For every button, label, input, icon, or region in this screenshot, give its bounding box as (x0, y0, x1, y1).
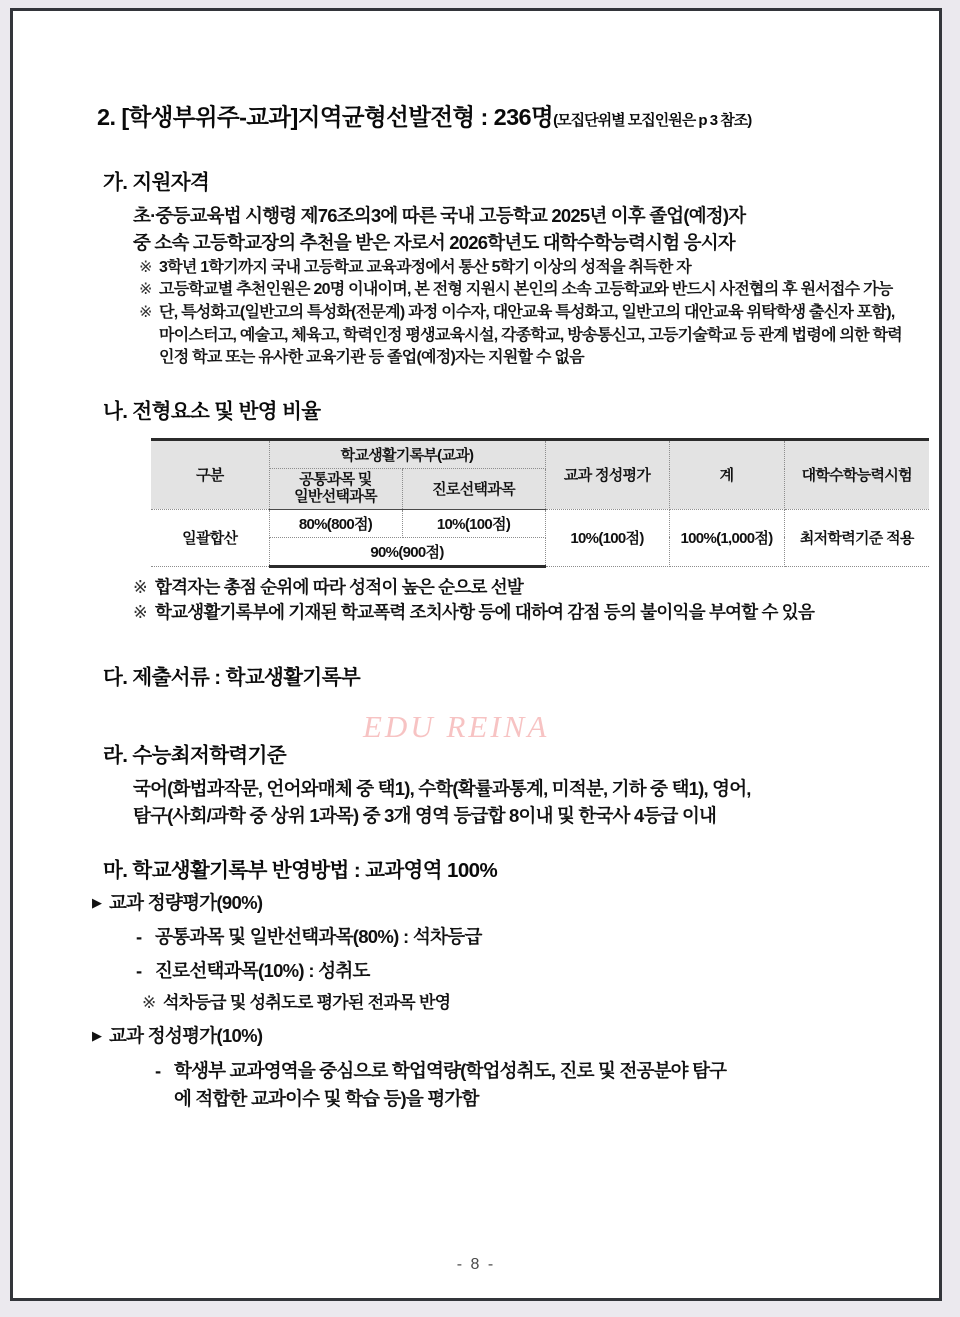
evaluation-table (151, 438, 929, 568)
bullet-text: 석차등급 및 성취도로 평가된 전과목 반영 (163, 993, 451, 1013)
section-e-bullet-2 (47, 924, 905, 951)
table-row (151, 509, 929, 537)
th-common-subject (269, 469, 402, 510)
document-page (10, 8, 942, 1301)
note-mark-icon: ※ (133, 602, 147, 623)
th-gubun: 구분 (151, 440, 269, 510)
section-a-body-line2: 중 소속 고등학교장의 추천을 받은 자로서 2026학년도 대학수학능력시험 응시자 (133, 232, 735, 254)
td-total: 100%(1,000점) (669, 509, 784, 566)
note-text: 고등학교별 추천인원은 20명 이내이며, 본 전형 지원시 본인의 소속 고등학교와 반드시 사전협의 후 원서접수 가능 (159, 281, 893, 299)
td-gubun: 일괄합산 (151, 509, 269, 566)
note-mark-icon: ※ (139, 281, 152, 299)
section-heading-b: 나. 전형요소 및 반영 비율 (103, 400, 321, 424)
triangle-bullet-icon: ▶ (92, 1027, 102, 1043)
page-content (13, 11, 939, 1298)
td-csat: 최저학력기준 적용 (784, 509, 929, 566)
page-number: - 8 - (456, 1256, 496, 1273)
bullet-text: 에 적합한 교과이수 및 학습 등)을 평가함 (174, 1087, 479, 1109)
evaluation-table-wrapper (47, 438, 914, 568)
th-common-subject-line2: 일반선택과목 (294, 487, 377, 505)
section-a-note-2 (47, 279, 905, 302)
section-d-body-line1: 국어(화법과작문, 언어와매체 중 택1), 수학(확률과통계, 미적분, 기하 중 택1), 영어, (133, 777, 751, 799)
section-e-bullet-6 (47, 1057, 905, 1085)
th-career-subject: 진로선택과목 (402, 469, 545, 510)
section-a-note-1 (47, 257, 905, 280)
section-e-bullet-1 (47, 890, 905, 917)
note-mark-icon: ※ (133, 576, 147, 597)
section-heading-a: 가. 지원자격 (103, 171, 210, 195)
section-e-bullet-6-cont (47, 1085, 905, 1113)
section-b-note-1 (47, 575, 905, 600)
th-school-record-group: 학교생활기록부(교과) (269, 440, 545, 469)
title-number: 2. (97, 104, 116, 130)
dash-bullet-icon: - (136, 959, 142, 981)
section-heading-e: 마. 학교생활기록부 반영방법 : 교과영역 100% (103, 858, 498, 882)
section-e-bullet-3 (47, 958, 905, 985)
note-text: 단, 특성화고(일반고의 특성화(전문계) 과정 이수자, 대안교육 특성화고, 일반고의 대안교육 위탁학생 출신자 포함), 마이스터고, 예술고, 체육고, 학력인정 평생교육시설, 각종학교, 방송통신고, 고등기술학교 등 관계 법령에 의한 학력인정 학교 또는 유사한 교육기관 등 졸업(예정)자는 지원할 수 없음 (159, 304, 902, 367)
table-header-row-1 (151, 440, 929, 469)
bullet-text: 공통과목 및 일반선택과목(80%) : 석차등급 (155, 925, 482, 947)
note-text: 학교생활기록부에 기재된 학교폭력 조치사항 등에 대하여 감점 등의 불이익을 부여할 수 있음 (155, 602, 815, 623)
bullet-text: 교과 정성평가(10%) (109, 1024, 263, 1046)
section-b-note-2 (47, 600, 905, 625)
td-common-subject: 80%(800점) (269, 509, 402, 537)
th-total: 계 (669, 440, 784, 510)
td-qualitative: 10%(100점) (545, 509, 669, 566)
section-a-body-line1: 초·중등교육법 시행령 제76조의3에 따른 국내 고등학교 2025년 이후 졸업(예정)자 (133, 205, 746, 227)
note-text: 합격자는 총점 순위에 따라 성적이 높은 순으로 선발 (155, 576, 524, 597)
td-combined-subject: 90%(900점) (269, 537, 545, 566)
note-text: 3학년 1학기까지 국내 고등학교 교육과정에서 통산 5학기 이상의 성적을 취득한 자 (159, 258, 691, 276)
watermark: EDU REINA (363, 709, 550, 744)
section-e-bullet-4 (47, 991, 905, 1016)
section-a-note-3 (47, 302, 905, 370)
th-csat: 대학수학능력시험 (784, 440, 929, 510)
dash-bullet-icon: - (155, 1059, 161, 1081)
note-mark-icon: ※ (139, 304, 152, 321)
section-heading-c: 다. 제출서류 : 학교생활기록부 (103, 665, 361, 689)
td-career-subject: 10%(100점) (402, 509, 545, 537)
title-main: [학생부위주-교과]지역균형선발전형 : 236명 (121, 104, 554, 130)
triangle-bullet-icon: ▶ (92, 894, 102, 910)
section-e-bullet-5 (47, 1023, 905, 1050)
note-mark-icon: ※ (139, 258, 152, 276)
note-mark-icon: ※ (142, 993, 156, 1013)
th-qualitative: 교과 정성평가 (545, 440, 669, 510)
th-common-subject-line1: 공통과목 및 (299, 471, 372, 489)
bullet-text: 교과 정량평가(90%) (109, 891, 263, 913)
dash-bullet-icon: - (136, 925, 142, 947)
page-title (47, 11, 905, 131)
section-heading-d: 라. 수능최저학력기준 (103, 743, 287, 767)
bullet-text: 진로선택과목(10%) : 성취도 (155, 959, 370, 981)
bullet-text: 학생부 교과영역을 중심으로 학업역량(학업성취도, 진로 및 전공분야 탐구 (174, 1059, 727, 1081)
section-d-body-line2: 탐구(사회/과학 중 상위 1과목) 중 3개 영역 등급합 8이내 및 한국사 4등급 이내 (133, 804, 717, 826)
title-parenthetical: (모집단위별 모집인원은 p 3 참조) (553, 112, 752, 129)
